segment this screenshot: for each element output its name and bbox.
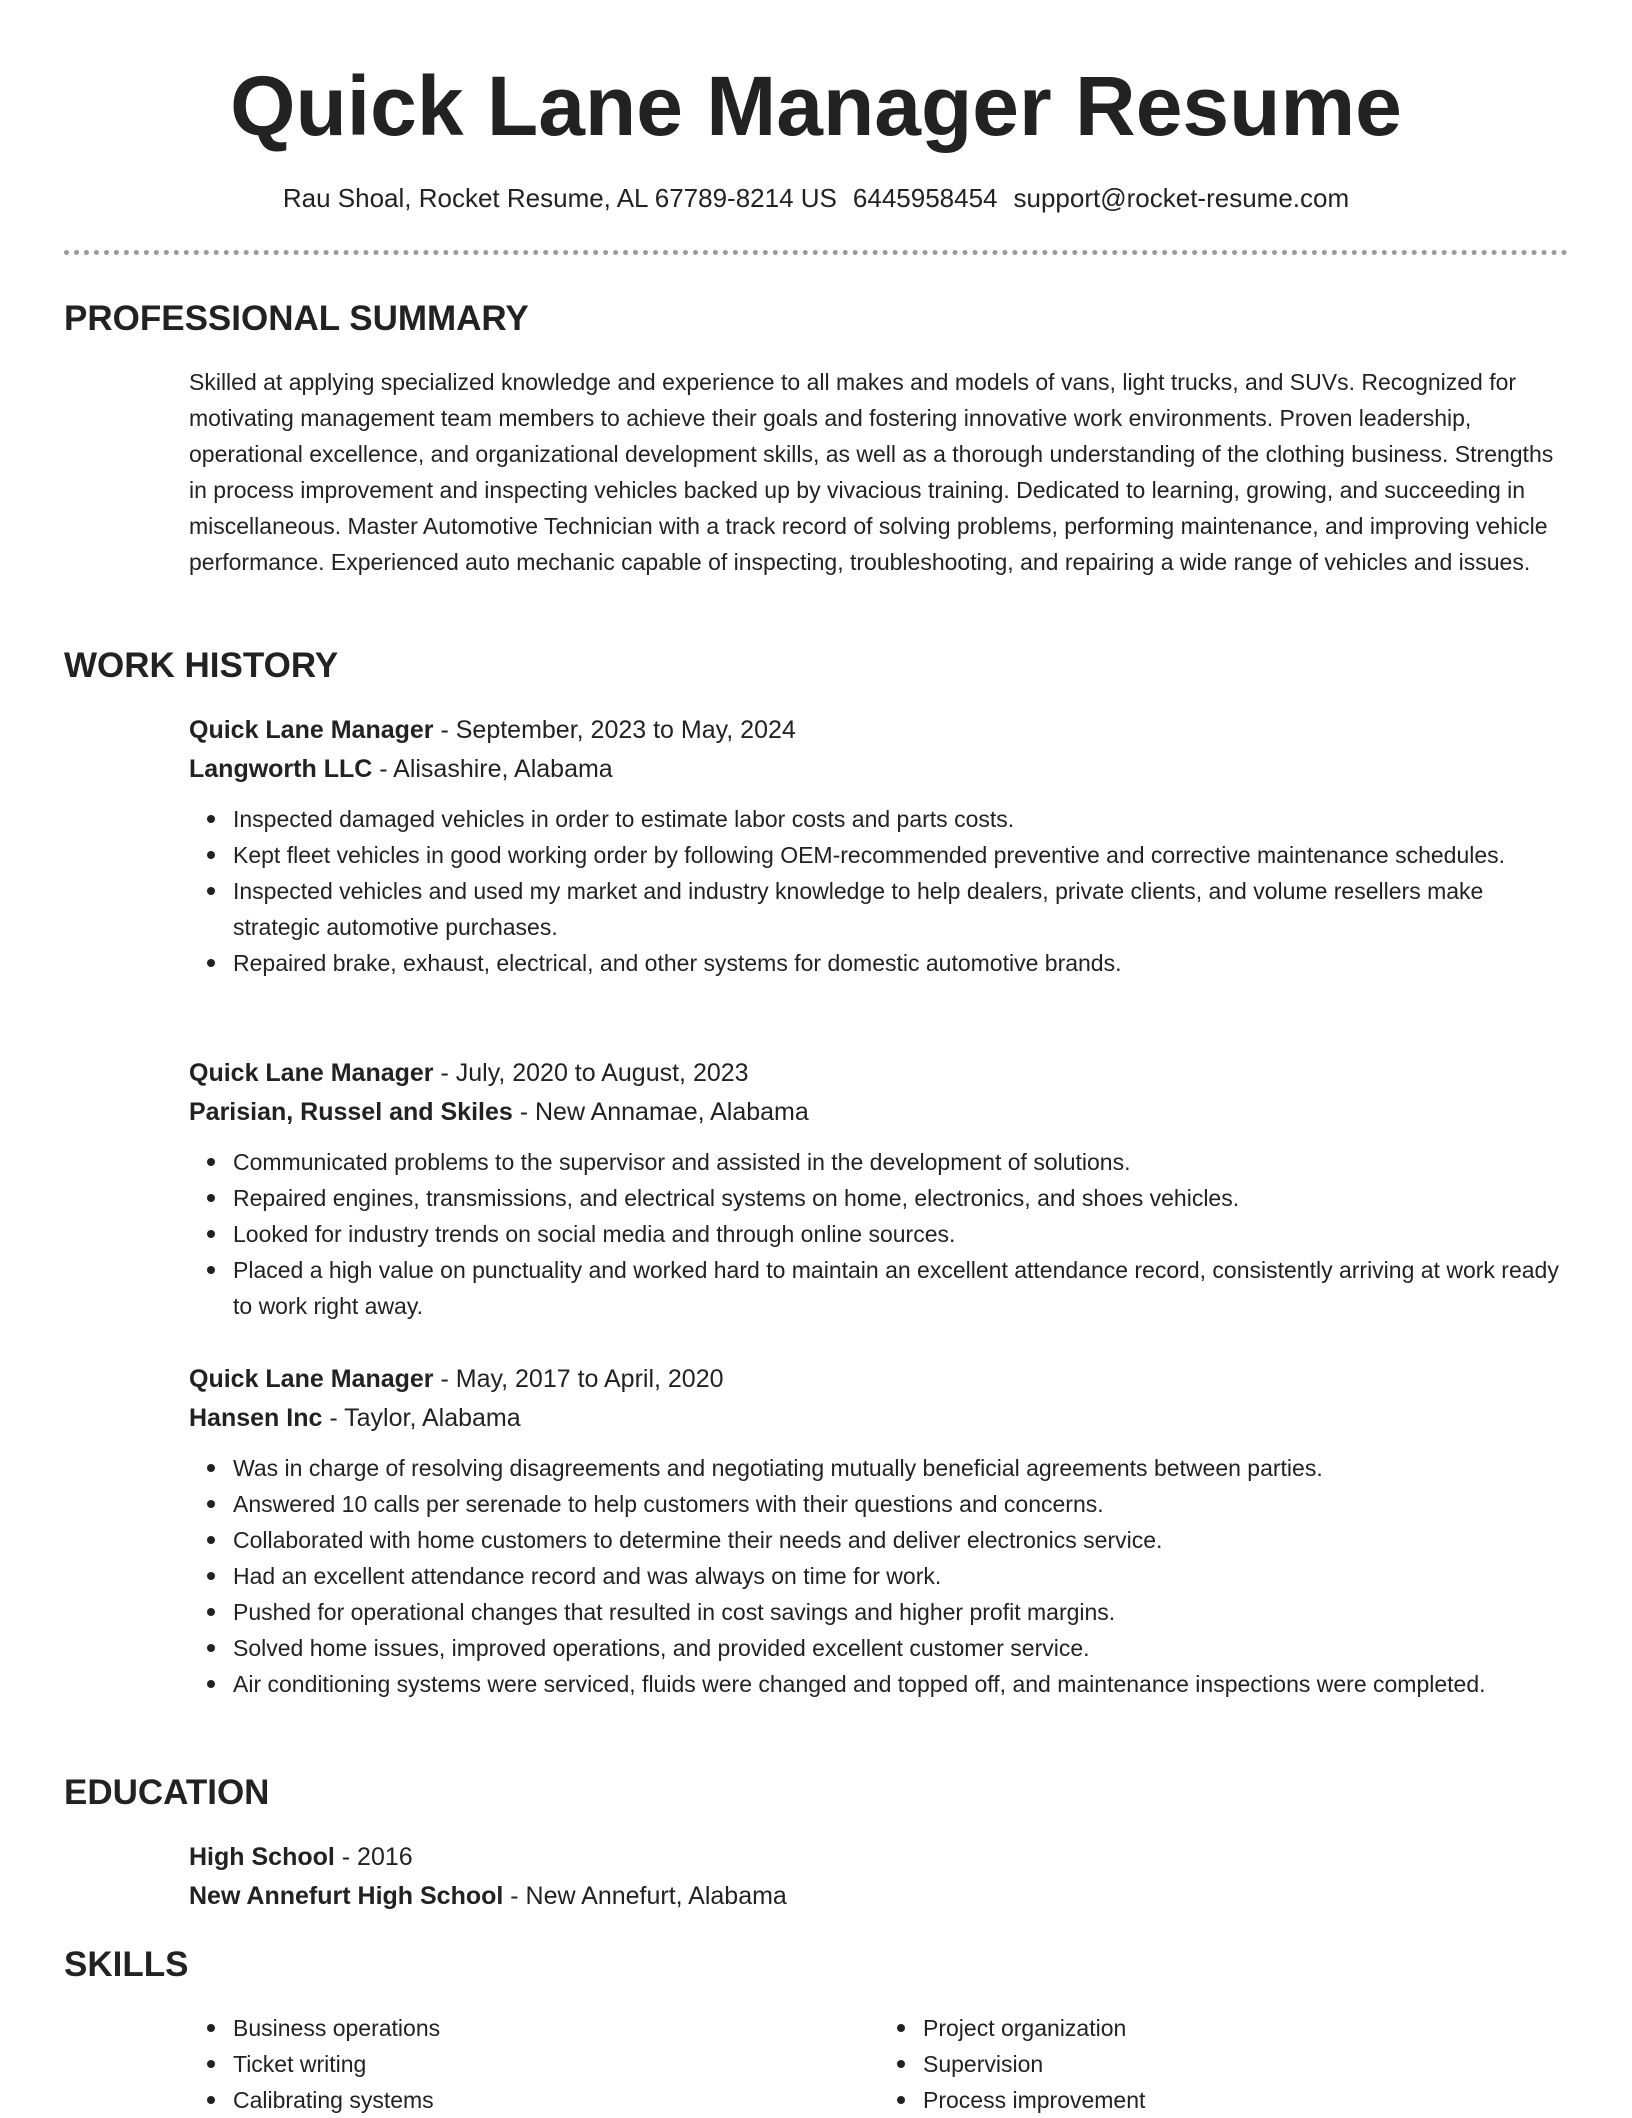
job-company: Langworth LLC	[189, 755, 373, 783]
job-bullets	[189, 1450, 1569, 1702]
job-bullet: Collaborated with home customers to determine their needs and deliver electronics service.	[233, 1522, 1569, 1558]
job-company-line	[189, 750, 1569, 789]
job-bullet: Kept fleet vehicles in good working order by following OEM-recommended preventive and corrective maintenance schedules.	[233, 837, 1569, 873]
skill-item: Project organization	[923, 2010, 1569, 2046]
skill-item: Process improvement	[923, 2082, 1569, 2118]
job-bullet: Inspected damaged vehicles in order to estimate labor costs and parts costs.	[233, 801, 1569, 837]
job-bullet: Inspected vehicles and used my market and industry knowledge to help dealers, private clients, and volume resellers make strategic automotive purchases.	[233, 873, 1569, 945]
header-divider	[64, 250, 1568, 255]
job-bullet: Repaired brake, exhaust, electrical, and other systems for domestic automotive brands.	[233, 945, 1569, 981]
summary-text: Skilled at applying specialized knowledge and experience to all makes and models of vans, light trucks, and SUVs. Recognized for motivating management team members to achieve their goals and fostering innovative work environments. Proven leadership, operational excellence, and organizational development skills, as well as a thorough understanding of the clothing business. Strengths in process improvement and inspecting vehicles backed up by vivacious training. Dedicated to learning, growing, and succeeding in miscellaneous. Master Automotive Technician with a track record of solving problems, performing maintenance, and improving vehicle performance. Experienced auto mechanic capable of inspecting, troubleshooting, and repairing a wide range of vehicles and issues.	[189, 369, 1554, 575]
job-bullet: Repaired engines, transmissions, and electrical systems on home, electronics, and shoes vehicles.	[233, 1180, 1569, 1216]
job-bullet: Was in charge of resolving disagreements and negotiating mutually beneficial agreements between parties.	[233, 1450, 1569, 1486]
contact-phone: 6445958454	[852, 183, 998, 213]
contact-email: support@rocket-resume.com	[1013, 183, 1350, 213]
work-history-heading: WORK HISTORY	[64, 646, 339, 685]
job-bullet: Communicated problems to the supervisor and assisted in the development of solutions.	[233, 1144, 1569, 1180]
education-year: - 2016	[334, 1843, 413, 1871]
job-bullet: Placed a high value on punctuality and worked hard to maintain an excellent attendance record, consistently arriving at work ready to work right away.	[233, 1252, 1569, 1324]
job-company-line	[189, 1399, 1569, 1438]
skill-item: Supervision	[923, 2046, 1569, 2082]
job-bullet: Air conditioning systems were serviced, fluids were changed and topped off, and maintenance inspections were completed.	[233, 1666, 1569, 1702]
job-company-line	[189, 1093, 1569, 1132]
skills-heading: SKILLS	[64, 1945, 189, 1984]
skill-item: Ticket writing	[233, 2046, 879, 2082]
skill-item: Business operations	[233, 2010, 879, 2046]
contact-line	[0, 180, 1632, 216]
job-location: - Alisashire, Alabama	[372, 755, 613, 783]
education-entry	[189, 1838, 1569, 1916]
job-entry	[189, 1360, 1569, 1702]
education-location: - New Annefurt, Alabama	[503, 1882, 787, 1910]
job-bullet: Solved home issues, improved operations, and provided excellent customer service.	[233, 1630, 1569, 1666]
job-title-line	[189, 711, 1569, 750]
job-bullet: Had an excellent attendance record and was always on time for work.	[233, 1558, 1569, 1594]
education-degree: High School	[189, 1843, 335, 1871]
job-location: - Taylor, Alabama	[322, 1404, 521, 1432]
job-dates: - July, 2020 to August, 2023	[433, 1059, 749, 1087]
job-title: Quick Lane Manager	[189, 716, 434, 744]
job-title: Quick Lane Manager	[189, 1365, 434, 1393]
job-bullet: Pushed for operational changes that resulted in cost savings and higher profit margins.	[233, 1594, 1569, 1630]
education-degree-line	[189, 1838, 1569, 1877]
summary-heading: PROFESSIONAL SUMMARY	[64, 299, 529, 338]
job-bullet: Looked for industry trends on social media and through online sources.	[233, 1216, 1569, 1252]
job-title: Quick Lane Manager	[189, 1059, 434, 1087]
job-bullet: Answered 10 calls per serenade to help customers with their questions and concerns.	[233, 1486, 1569, 1522]
job-title-line	[189, 1360, 1569, 1399]
job-location: - New Annamae, Alabama	[512, 1098, 809, 1126]
contact-address: Rau Shoal, Rocket Resume, AL 67789-8214 US	[282, 183, 837, 213]
education-school-line	[189, 1877, 1569, 1916]
job-bullets	[189, 1144, 1569, 1324]
education-heading: EDUCATION	[64, 1773, 270, 1812]
job-dates: - May, 2017 to April, 2020	[433, 1365, 724, 1393]
skills-right-list	[879, 2010, 1569, 2118]
job-company: Parisian, Russel and Skiles	[189, 1098, 513, 1126]
job-company: Hansen Inc	[189, 1404, 323, 1432]
job-entry	[189, 1054, 1569, 1324]
job-dates: - September, 2023 to May, 2024	[433, 716, 796, 744]
education-school: New Annefurt High School	[189, 1882, 504, 1910]
skills-columns	[189, 2010, 1569, 2118]
skill-item: Calibrating systems	[233, 2082, 879, 2118]
job-title-line	[189, 1054, 1569, 1093]
job-entry	[189, 711, 1569, 981]
page-title: Quick Lane Manager Resume	[230, 59, 1402, 153]
skills-left-list	[189, 2010, 879, 2118]
job-bullets	[189, 801, 1569, 981]
